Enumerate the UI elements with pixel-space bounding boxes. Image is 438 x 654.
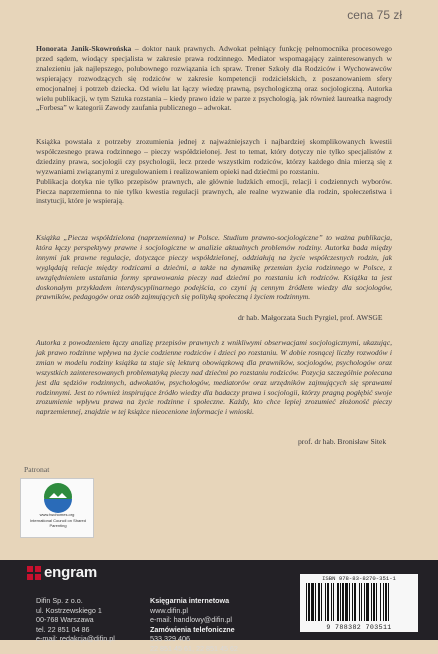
barcode-bar <box>364 583 365 621</box>
author-bio <box>36 44 392 113</box>
author-name: Honorata Janik-Skowrońska <box>36 44 132 53</box>
barcode-bar <box>342 583 344 621</box>
review-1-signature: dr hab. Małgorzata Such Pyrgiel, prof. AWSGE <box>238 313 383 322</box>
barcode-bar <box>376 583 377 621</box>
barcode-bar <box>371 583 372 621</box>
two-homes-icon <box>37 482 79 512</box>
review-2-text: Autorka z powodzeniem łączy analizę przepisów prawnych z wnikliwymi obserwacjami socjologicznymi, ukazując, jak prawo rodzinne wpływa na życie codzienne rodziców i dzieci po rozstaniu. W dobie rosnącej liczby rozwodów i zmian w modelu rodziny książka ta staje się lekturą obowiązkową dla prawników, socjologów, psychologów oraz wszystkich zainteresowanych problematyką pieczy nad dziećmi po rozstaniu rodziców. Pozycja szczególnie polecana jest dla sędziów rodzinnych, adwokatów, psychologów, mediatorów oraz urzędników zajmujących się sprawami rodzinnymi. Jest to również inspirujące źródło wiedzy dla badaczy prawa i socjologii, którzy pragną pogłębić swoje zrozumienie wpływu prawa na życie rodzinne i społeczne. Każdy, kto chce lepiej zrozumieć złożoność pieczy naprzemiennej, znajdzie w tej książce nieocenione informacje i wnioski. <box>36 338 392 417</box>
barcode-bar <box>333 583 334 621</box>
publisher-line: Difin Sp. z o.o. <box>36 596 83 605</box>
order-phone-1: 533 329 406 <box>150 634 190 644</box>
bio-text: – doktor nauk prawnych. Adwokat pełniący funkcję pełnomocnika procesowego przed sądem, wiodący specjalista w zakresie prawa rodzinnego. Mediator wspomagający zainteresowanych w znalezieniu jak najlepszego, polubownego rozwiązania ich spraw. Trener Szkoły dla Rodziców i Wychowawców wspierający rozwodzących się rodziców w zakresie kompetencji rodzicielskich, z poszanowaniem sfery emocjonalnej i potrzeb dziecka. Od wielu lat łączy wiedzę prawną, psychologiczną oraz socjologiczną. Autorka wielu publikacji, w tym Sztuka rozstania – kiedy prawo idzie w parze z psychologią, jak również laureatka nagrody „Forbesa” w kategorii Zawody zaufania publicznego – adwokat. <box>36 44 392 113</box>
barcode-bar <box>366 583 369 621</box>
price-label: cena 75 zł <box>347 8 402 22</box>
barcode-bar <box>331 583 332 621</box>
barcode-bar <box>388 583 389 621</box>
patron-caption: International Council on Shared Parenting <box>29 518 87 528</box>
description-paragraph-1: Książka powstała z potrzeby zrozumienia jednej z najważniejszych i najbardziej skomplikowanych kwestii współczesnego prawa rodzinnego – pieczy współdzielonej. Jest to temat, który dotyczy nie tylko specjalistów z dziedziny prawa, socjologii czy psychologii, lecz przede wszystkim rodziców, którzy każdego dnia mierzą się z wyzwaniami związanymi z uregulowaniem i realizowaniem opieki nad dziećmi po rozstaniu. <box>36 137 392 176</box>
patron-logo <box>20 478 94 538</box>
engram-logo <box>26 564 97 581</box>
shop-url: www.difin.pl <box>150 605 188 615</box>
barcode-bar <box>359 583 360 621</box>
order-title: Zamówienia telefoniczne <box>150 624 235 634</box>
barcode-bars <box>306 583 412 621</box>
publisher-line: e-mail: redakcja@difin.pl <box>36 634 115 644</box>
ean-number: 9 788382 703511 <box>326 624 392 631</box>
barcode-bar <box>321 583 322 621</box>
review-1-text: Książka „Piecza współdzielona (naprzemienna) w Polsce. Studium prawno-socjologiczne” to ważna publikacja, która łączy perspektywy prawne i socjologiczne w analizie aktualnych problemów rodziny. Autorka bada między innymi jak prawne regulacje, dotyczące pieczy współdzielonej, oddziałują na życie współczesnych rodzin, jak wyglądają relacje między rodzicami a dziećmi, a także na dynamikę przemian życia rodzinnego w Polsce, z uwzględnieniem ustalania formy sprawowania pieczy nad dziećmi po rozstaniu ich rodziców. Książka ta jest doskonałym przykładem interdyscyplinarnego podejścia, co czyni ją cennym źródłem wiedzy dla socjologów, prawników, pedagogów oraz osób zajmujących się polityką społeczną i życiem rodzinnym. <box>36 233 392 302</box>
engram-logo-icon <box>26 565 42 581</box>
barcode-bar <box>373 583 375 621</box>
shop-email: e-mail: handlowy@difin.pl <box>150 615 233 625</box>
barcode-bar <box>327 583 329 621</box>
barcode-bar <box>345 583 348 621</box>
barcode-bar <box>306 583 307 621</box>
shop-info <box>150 596 238 654</box>
barcode-bar <box>318 583 320 621</box>
barcode-bar <box>337 583 339 621</box>
engram-logo-text: engram <box>44 564 97 581</box>
shop-title: Księgarnia internetowa <box>150 596 230 605</box>
barcode-bar <box>383 583 384 621</box>
barcode-bar <box>325 583 326 621</box>
patron-url: www.twohomes.org <box>39 512 75 517</box>
review-2-signature: prof. dr hab. Bronisław Sitek <box>298 437 387 446</box>
barcode-bar <box>311 583 314 621</box>
review-1 <box>36 233 392 302</box>
barcode-bar <box>349 583 350 621</box>
description-paragraph-2: Publikacja dotyka nie tylko przepisów prawnych, ale głównie ludzkich emocji, relacji i codziennych wyborów. Piecza naprzemienna to nie tylko kwestia regulacji prawnych, ale realne wyzwanie dla rodzin, społeczeństwa i instytucji, które je wspierają. <box>36 176 392 206</box>
isbn-text: ISBN 978-83-8270-351-1 <box>322 575 396 582</box>
barcode-bar <box>354 583 356 621</box>
publisher-line: tel. 22 851 04 86 <box>36 624 90 634</box>
book-description <box>36 137 392 206</box>
barcode-bar <box>340 583 341 621</box>
publisher-info <box>36 596 115 644</box>
barcode-bar <box>315 583 316 621</box>
order-phone-2: 22 851 45 61, 22 851 45 62 <box>150 643 238 653</box>
barcode-bar <box>380 583 381 621</box>
publisher-line: 00-768 Warszawa <box>36 615 94 625</box>
patronage-label: Patronat <box>24 465 50 474</box>
isbn-barcode <box>300 574 418 632</box>
barcode-bar <box>308 583 310 621</box>
review-2 <box>36 338 392 417</box>
barcode-bar <box>352 583 353 621</box>
publisher-line: ul. Kostrzewskiego 1 <box>36 605 102 615</box>
barcode-bar <box>385 583 387 621</box>
barcode-bar <box>361 583 362 621</box>
